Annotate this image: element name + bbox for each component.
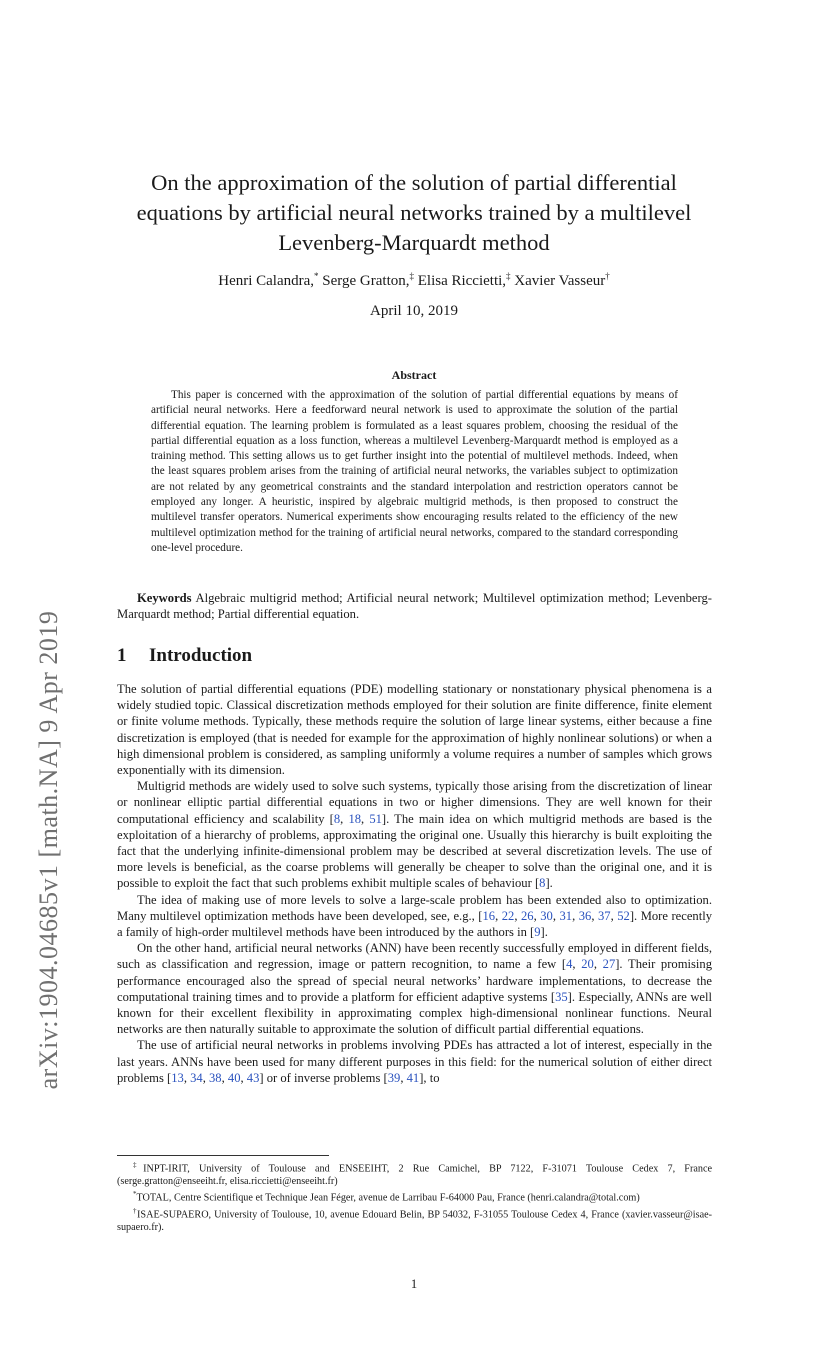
author-name: Serge Gratton, xyxy=(322,273,410,289)
author-name: Elisa Riccietti, xyxy=(417,273,507,289)
paragraph-text: , xyxy=(514,908,521,923)
footnote-mark: * xyxy=(133,1190,137,1199)
section-heading xyxy=(117,645,252,667)
citation-link[interactable]: 34 xyxy=(190,1070,203,1085)
title-line-2: equations by artificial neural networks trained by a multilevel xyxy=(136,200,692,225)
citation-link[interactable]: 26 xyxy=(521,908,534,923)
paragraph-text: , xyxy=(202,1070,209,1085)
citation-link[interactable]: 30 xyxy=(540,908,553,923)
footnotes xyxy=(117,1159,712,1234)
abstract-heading: Abstract xyxy=(391,368,437,382)
paragraph-text: ]. xyxy=(545,876,553,891)
footnote-text: INPT-IRIT, University of Toulouse and ENSEEIHT, 2 Rue Camichel, BP 7122, F-31071 Toulouse Cedex 7, France (serge.gratton@enseeiht.fr, elisa.riccietti@enseeiht.fr) xyxy=(117,1163,713,1188)
author-affiliation-mark: ‡ xyxy=(506,271,511,281)
section-number: 1 xyxy=(117,645,127,666)
footnote-mark: † xyxy=(133,1206,138,1215)
paragraph-text: , xyxy=(572,957,582,972)
footnote xyxy=(117,1188,712,1204)
paragraph-text: , xyxy=(221,1070,228,1085)
paragraph-text: , xyxy=(552,908,560,923)
paragraph-text: , xyxy=(361,811,370,826)
author-name: Henri Calandra, xyxy=(218,273,315,289)
paragraph-text: , xyxy=(495,908,502,923)
paragraph-text: ]. More recently a family of high-order multilevel methods have been introduced by the authors in [ xyxy=(117,908,713,940)
citation-link[interactable]: 40 xyxy=(227,1070,241,1085)
citation-link[interactable]: 31 xyxy=(559,908,573,923)
author-affiliation-mark: * xyxy=(314,271,319,281)
paragraph-text: , xyxy=(591,908,598,923)
author-list xyxy=(100,271,728,290)
paragraph-text: , xyxy=(240,1070,247,1085)
citation-link[interactable]: 35 xyxy=(555,989,568,1004)
citation-link[interactable]: 37 xyxy=(598,908,611,923)
author-affiliation-mark: ‡ xyxy=(409,271,414,281)
paragraph-text: On the other hand, artificial neural networks (ANN) have been recently successfully employed in different fields, such as classification and regression, image or pattern recognition, to name a few [ xyxy=(117,941,712,972)
paragraph-text: ]. xyxy=(540,925,548,940)
paragraph-text: , xyxy=(183,1070,191,1085)
paragraph-text: , xyxy=(593,957,603,972)
footnote-mark: ‡ xyxy=(133,1161,144,1169)
body-paragraph xyxy=(117,778,712,891)
citation-link[interactable]: 38 xyxy=(209,1070,222,1085)
footnote-text: ISAE-SUPAERO, University of Toulouse, 10, avenue Edouard Belin, BP 54032, F-31055 Toulouse Cedex 4, France (xavier.vasseur@isae-supaero.fr). xyxy=(117,1209,712,1234)
paragraph-text: ]. Their promising performance encouraged also the spread of special neural networks’ hardware implementations, to decrease the computational training times and to provide a platform for efficient adaptive systems [ xyxy=(117,957,713,1004)
citation-link[interactable]: 9 xyxy=(534,925,541,940)
citation-link[interactable]: 43 xyxy=(246,1070,260,1085)
paragraph-text: Multigrid methods are widely used to solve such systems, typically those arising from the discretization of linear or nonlinear elliptic partial differential equations in two or higher dimensions. They are well known for their computational efficiency and scalability [ xyxy=(117,779,712,826)
footnote-divider xyxy=(117,1155,329,1156)
paragraph-text: ]. Especially, ANNs are well known for their excellent flexibility in approximating complex high-dimensional nonlinear functions. Neural networks are then naturally suitable to approximate the solution of difficult partial differential equations. xyxy=(117,989,712,1037)
keywords-paragraph xyxy=(117,590,712,622)
footnote xyxy=(117,1205,712,1234)
paragraph-text: The use of artificial neural networks in problems involving PDEs has attracted a lot of interest, especially in the last years. ANNs have been used for many different purposes in this field: for the numerical solution of either direct problems [ xyxy=(117,1038,712,1085)
body-paragraph xyxy=(117,681,712,778)
keywords-text: Algebraic multigrid method; Artificial neural network; Multilevel optimization method; Levenberg-Marquardt method; Partial differential equation. xyxy=(117,591,712,621)
citation-link[interactable]: 52 xyxy=(617,908,630,923)
paragraph-text: , xyxy=(400,1070,407,1085)
paper-title xyxy=(100,168,728,258)
page-number: 1 xyxy=(410,1277,418,1291)
author-affiliation-mark: † xyxy=(605,271,610,281)
citation-link[interactable]: 20 xyxy=(581,957,594,972)
footnote xyxy=(117,1159,712,1188)
citation-link[interactable]: 13 xyxy=(171,1070,184,1085)
paragraph-text: , xyxy=(533,908,541,923)
author-name: Xavier Vasseur xyxy=(514,273,606,289)
paragraph-text: , xyxy=(572,908,579,923)
body-paragraph xyxy=(117,1037,712,1086)
citation-link[interactable]: 8 xyxy=(333,811,341,826)
citation-link[interactable]: 4 xyxy=(566,957,573,972)
paragraph-text: , xyxy=(340,811,349,826)
citation-link[interactable]: 51 xyxy=(369,811,382,826)
introduction-body xyxy=(117,681,712,1086)
footnote-text: TOTAL, Centre Scientifique et Technique Jean Féger, avenue de Larribau F-64000 Pau, France (henri.calandra@total.com) xyxy=(136,1192,640,1204)
paragraph-text: ], to xyxy=(419,1070,440,1085)
publication-date: April 10, 2019 xyxy=(370,303,458,319)
citation-link[interactable]: 18 xyxy=(348,811,362,826)
citation-link[interactable]: 27 xyxy=(602,957,616,972)
title-line-1: On the approximation of the solution of partial differential xyxy=(151,170,677,195)
paragraph-text: ]. The main idea on which multigrid methods are based is the exploitation of a hierarchy of problems, approximating the original one. Usually this hierarchy is built exploiting the fact that the underlying infinite-dimensional problem may be described at several discretization levels. The use of more levels is beneficial, as the coarse problems will generally be cheaper to solve than the original one, and it is possible to exploit the fact that such problems exhibit multiple scales of behaviour [ xyxy=(117,811,713,891)
arxiv-identifier-stamp: arXiv:1904.04685v1 [math.NA] 9 Apr 2019 xyxy=(34,610,63,1090)
citation-link[interactable]: 39 xyxy=(387,1070,401,1085)
citation-link[interactable]: 16 xyxy=(482,908,496,923)
body-paragraph xyxy=(117,892,712,941)
keywords-label: Keywords xyxy=(137,591,192,605)
body-paragraph xyxy=(117,940,712,1037)
paragraph-text: The idea of making use of more levels to solve a large-scale problem has been extended also to optimization. Many multilevel optimization methods have been developed, see, e.g., [ xyxy=(117,892,712,923)
title-line-3: Levenberg-Marquardt method xyxy=(278,230,550,255)
section-title: Introduction xyxy=(149,645,253,666)
paragraph-text: The solution of partial differential equations (PDE) modelling stationary or nonstationary physical phenomena is a widely studied topic. Classical discretization methods employed for their solution are finite difference, finite element or finite volume methods. Typically, these methods require the solution of large linear systems, either because a fine discretization is employed (that is needed for example for the approximation of highly nonlinear solutions) or when a high dimensional problem is considered, as sampling uniformly a volume requires a number of samples which grows exponentially with its dimension. xyxy=(117,682,712,778)
abstract-text: This paper is concerned with the approximation of the solution of partial differential equations by means of artificial neural networks. Here a feedforward neural network is used to approximate the solution of the partial differential equation. The learning problem is formulated as a least squares problem, choosing the residual of the partial differential equation as a loss function, whereas a multilevel Levenberg-Marquardt method is employed as a training method. This setting allows us to get further insight into the potential of multilevel methods. Indeed, when the least squares problem arises from the training of artificial neural networks, the variables subject to optimization are not related by any geometrical constraints and the standard interpolation and restriction operators cannot be employed any longer. A heuristic, inspired by algebraic multigrid methods, is then proposed to construct the multilevel transfer operators. Numerical experiments show encouraging results related to the efficiency of the new multilevel optimization method for the training of artificial neural networks, compared to the standard corresponding one-level procedure. xyxy=(151,389,678,554)
citation-link[interactable]: 8 xyxy=(539,876,546,891)
citation-link[interactable]: 22 xyxy=(501,908,515,923)
citation-link[interactable]: 36 xyxy=(578,908,592,923)
paragraph-text: ] or of inverse problems [ xyxy=(259,1070,388,1085)
paragraph-text: , xyxy=(610,908,618,923)
citation-link[interactable]: 41 xyxy=(406,1070,420,1085)
